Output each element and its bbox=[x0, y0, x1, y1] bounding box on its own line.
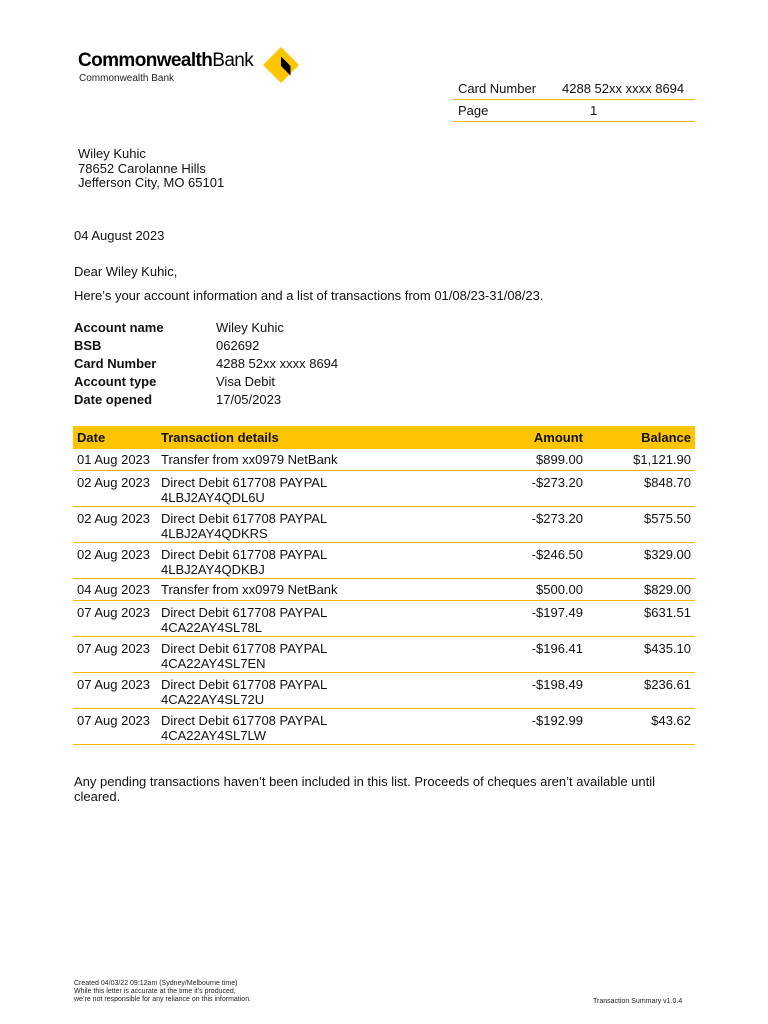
account-info-row bbox=[74, 318, 338, 336]
tx-details-line1: Direct Debit 617708 PAYPAL bbox=[161, 475, 328, 490]
tx-date: 07 Aug 2023 bbox=[77, 641, 151, 656]
transactions-table bbox=[73, 426, 695, 745]
account-info-label: BSB bbox=[74, 337, 102, 353]
tx-details-line2: 4CA22AY4SL7LW bbox=[161, 728, 267, 743]
tx-amount: -$273.20 bbox=[531, 475, 583, 490]
bank-diamond-logo-icon bbox=[262, 46, 300, 84]
page-row bbox=[453, 100, 695, 122]
account-info-list bbox=[74, 318, 338, 409]
page-value: 1 bbox=[590, 103, 598, 118]
footer-created: Created 04/03/22 09:12am (Sydney/Melbourne time) bbox=[74, 980, 238, 987]
account-info-row bbox=[74, 373, 338, 391]
header-balance: Balance bbox=[641, 430, 691, 445]
account-info-value: 062692 bbox=[216, 337, 260, 353]
tx-date: 02 Aug 2023 bbox=[77, 511, 151, 526]
letter-intro: Here’s your account information and a list of transactions from 01/08/23-31/08/23. bbox=[74, 288, 544, 303]
logo-name-bold: Commonwealth bbox=[78, 50, 213, 71]
account-info-label: Account name bbox=[74, 319, 164, 335]
header-amount: Amount bbox=[533, 430, 583, 445]
tx-details-line2: 4CA22AY4SL78L bbox=[161, 620, 262, 635]
account-info-value: 17/05/2023 bbox=[216, 392, 282, 408]
table-row bbox=[73, 449, 695, 471]
recipient-street: 78652 Carolanne Hills bbox=[78, 160, 206, 176]
pending-transactions-note: Any pending transactions haven’t been included in this list. Proceeds of cheques aren’t available until cleared. bbox=[74, 774, 656, 804]
tx-amount: -$246.50 bbox=[531, 547, 583, 562]
tx-balance: $329.00 bbox=[644, 547, 691, 562]
tx-details-line1: Transfer from xx0979 NetBank bbox=[161, 582, 338, 597]
account-info-row bbox=[74, 336, 338, 354]
tx-amount: $899.00 bbox=[536, 452, 583, 467]
tx-details-line1: Direct Debit 617708 PAYPAL bbox=[161, 605, 328, 620]
tx-details-line2: 4LBJ2AY4QDKRS bbox=[161, 526, 268, 541]
letter-greeting: Dear Wiley Kuhic, bbox=[74, 264, 178, 279]
footer-reliance: we’re not responsible for any reliance on this information. bbox=[74, 996, 252, 1003]
tx-balance: $631.51 bbox=[644, 605, 691, 620]
tx-date: 04 Aug 2023 bbox=[77, 582, 151, 597]
tx-date: 01 Aug 2023 bbox=[77, 452, 151, 467]
card-number-value: 4288 52xx xxxx 8694 bbox=[562, 81, 685, 96]
card-number-label: Card Number bbox=[458, 81, 537, 96]
logo-subtitle: Commonwealth Bank bbox=[79, 73, 175, 84]
table-row bbox=[73, 471, 695, 507]
tx-details bbox=[161, 475, 473, 505]
tx-details bbox=[161, 582, 473, 597]
tx-details-line2: 4CA22AY4SL72U bbox=[161, 692, 265, 707]
tx-balance: $43.62 bbox=[651, 713, 691, 728]
tx-balance: $236.61 bbox=[644, 677, 691, 692]
tx-balance: $848.70 bbox=[644, 475, 691, 490]
recipient-address bbox=[78, 147, 224, 191]
account-info-label: Account type bbox=[74, 374, 157, 390]
bank-logo-wordmark bbox=[78, 50, 253, 72]
tx-amount: $500.00 bbox=[536, 582, 583, 597]
tx-amount: -$196.41 bbox=[531, 641, 583, 656]
account-info-value: 4288 52xx xxxx 8694 bbox=[216, 355, 339, 371]
tx-details bbox=[161, 511, 473, 541]
tx-details-line2: 4LBJ2AY4QDL6U bbox=[161, 490, 265, 505]
recipient-city: Jefferson City, MO 65101 bbox=[78, 175, 225, 190]
tx-balance: $575.50 bbox=[644, 511, 691, 526]
account-info-row bbox=[74, 354, 338, 372]
account-info-row bbox=[74, 391, 338, 409]
tx-details bbox=[161, 547, 473, 577]
account-info-value: Wiley Kuhic bbox=[216, 319, 284, 335]
table-row bbox=[73, 601, 695, 637]
header-date: Date bbox=[77, 430, 106, 445]
footer-version: Transaction Summary v1.0.4 bbox=[593, 998, 683, 1005]
table-row bbox=[73, 673, 695, 709]
tx-details bbox=[161, 641, 473, 671]
tx-details bbox=[161, 605, 473, 635]
tx-balance: $829.00 bbox=[644, 582, 691, 597]
header-details: Transaction details bbox=[161, 430, 279, 445]
card-summary-box bbox=[453, 78, 695, 122]
account-info-label: Date opened bbox=[74, 392, 153, 408]
transactions-header bbox=[73, 426, 695, 449]
tx-details-line1: Direct Debit 617708 PAYPAL bbox=[161, 641, 328, 656]
table-row bbox=[73, 507, 695, 543]
tx-date: 02 Aug 2023 bbox=[77, 547, 151, 562]
tx-amount: -$273.20 bbox=[531, 511, 583, 526]
table-row bbox=[73, 709, 695, 745]
page-label: Page bbox=[458, 103, 489, 118]
tx-details-line1: Transfer from xx0979 NetBank bbox=[161, 452, 338, 467]
table-row bbox=[73, 637, 695, 673]
tx-details-line1: Direct Debit 617708 PAYPAL bbox=[161, 547, 328, 562]
footer-accuracy: While this letter is accurate at the time it’s produced, bbox=[74, 988, 236, 995]
tx-date: 02 Aug 2023 bbox=[77, 475, 151, 490]
tx-details bbox=[161, 713, 473, 743]
account-info-label: Card Number bbox=[74, 355, 157, 371]
tx-date: 07 Aug 2023 bbox=[77, 677, 151, 692]
logo-name-regular: Bank bbox=[212, 50, 254, 71]
tx-amount: -$197.49 bbox=[531, 605, 583, 620]
tx-details bbox=[161, 452, 473, 467]
tx-details-line2: 4LBJ2AY4QDKBJ bbox=[161, 562, 265, 577]
tx-details-line1: Direct Debit 617708 PAYPAL bbox=[161, 677, 328, 692]
letter-date: 04 August 2023 bbox=[74, 228, 165, 243]
footer-disclaimer bbox=[74, 980, 251, 1004]
tx-amount: -$198.49 bbox=[531, 677, 583, 692]
tx-date: 07 Aug 2023 bbox=[77, 605, 151, 620]
tx-details-line1: Direct Debit 617708 PAYPAL bbox=[161, 713, 328, 728]
table-row bbox=[73, 543, 695, 579]
tx-details-line1: Direct Debit 617708 PAYPAL bbox=[161, 511, 328, 526]
tx-date: 07 Aug 2023 bbox=[77, 713, 151, 728]
table-row bbox=[73, 579, 695, 601]
tx-balance: $435.10 bbox=[644, 641, 691, 656]
tx-amount: -$192.99 bbox=[531, 713, 583, 728]
tx-details-line2: 4CA22AY4SL7EN bbox=[161, 656, 266, 671]
card-number-row bbox=[453, 78, 695, 100]
account-info-value: Visa Debit bbox=[216, 374, 276, 390]
tx-details bbox=[161, 677, 473, 707]
recipient-name: Wiley Kuhic bbox=[78, 146, 146, 161]
tx-balance: $1,121.90 bbox=[633, 452, 691, 467]
